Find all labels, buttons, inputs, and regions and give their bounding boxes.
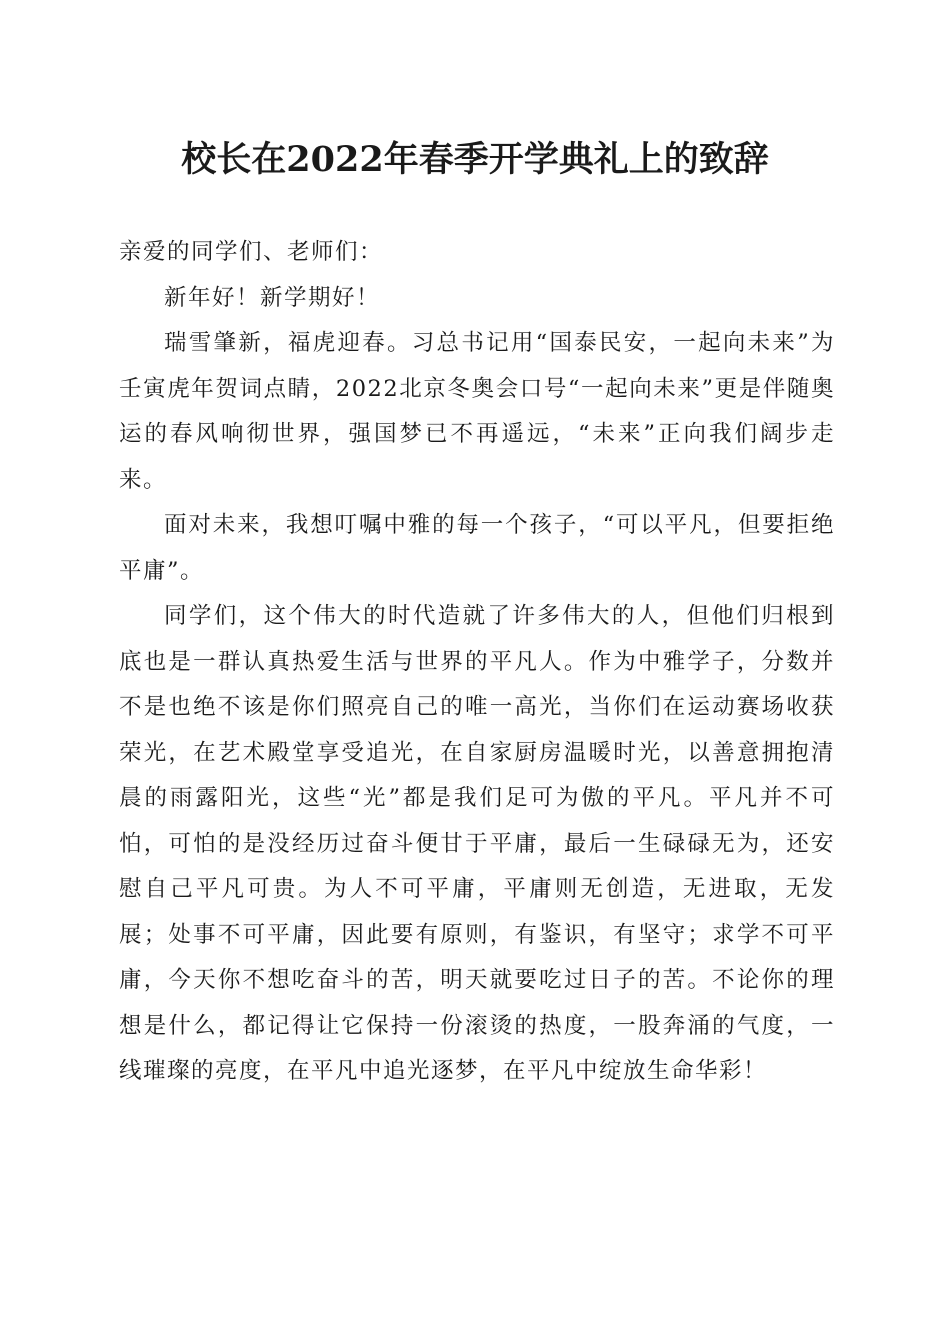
document-body [119,230,835,1095]
paragraph-advice: 面对未来，我想叮嘱中雅的每一个孩子，“可以平凡，但要拒绝平庸”。 [119,512,835,584]
paragraph-main: 同学们，这个伟大的时代造就了许多伟大的人，但他们归根到底也是一群认真热爱生活与世界的平凡人。作为中雅学子，分数并不是也绝不该是你们照亮自己的唯一高光，当你们在运动赛场收获荣光，在艺术殿堂享受追光，在自家厨房温暖时光，以善意拥抱清晨的雨露阳光，这些“光”都是我们足可为傲的平凡。平凡并不可怕，可怕的是没经历过奋斗便甘于平庸，最后一生碌碌无为，还安慰自己平凡可贵。为人不可平庸，平庸则无创造，无进取，无发展；处事不可平庸，因此要有原则，有鉴识，有坚守；求学不可平庸，今天你不想吃奋斗的苦，明天就要吃过日子的苦。不论你的理想是什么，都记得让它保持一份滚烫的热度，一股奔涌的气度，一线璀璨的亮度，在平凡中追光逐梦，在平凡中绽放生命华彩！ [119,603,835,1084]
paragraph-greeting: 新年好！新学期好！ [164,284,381,311]
paragraph-new-year: 瑞雪肇新，福虎迎春。习总书记用“国泰民安，一起向未来”为壬寅虎年贺词点睛，2022北京冬奥会口号“一起向未来”更是伴随奥运的春风响彻世界，强国梦已不再遥远，“未来”正向我们阔步走来。 [119,330,835,493]
salutation: 亲爱的同学们、老师们： [119,239,384,265]
document-title: 校长在2022年春季开学典礼上的致辞 [181,139,769,180]
